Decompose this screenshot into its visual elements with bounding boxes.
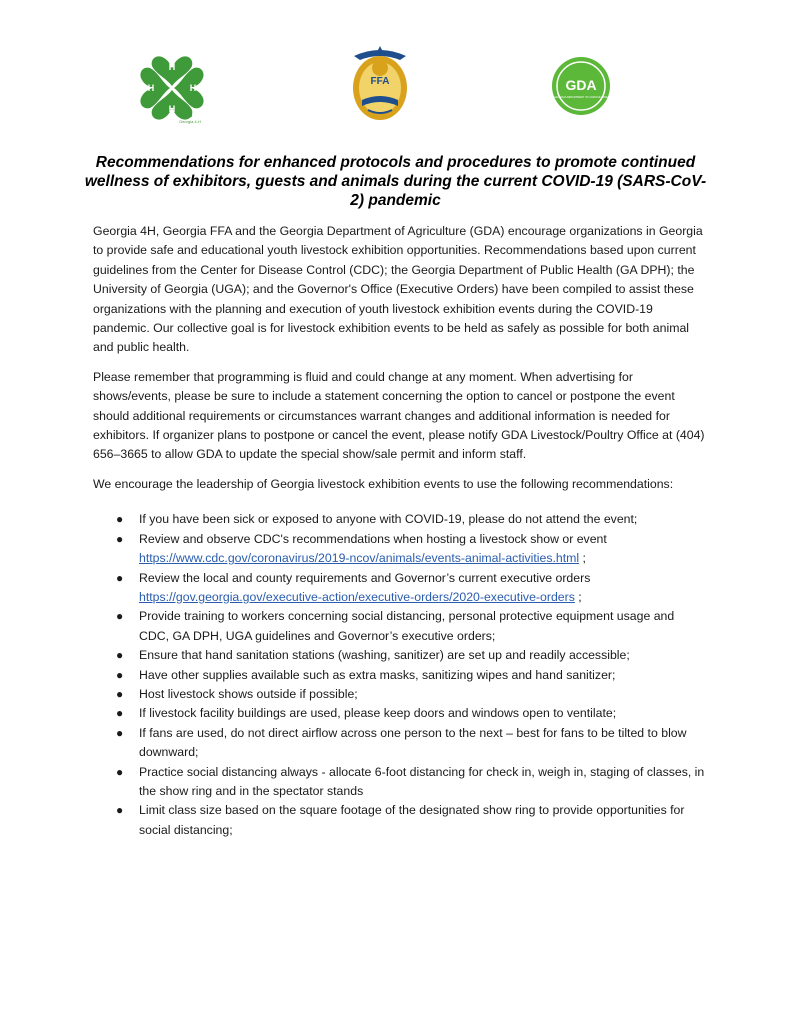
list-item: ● Review and observe CDC's recommendations when hosting a livestock show or event https://www.cdc.gov/coronavirus/2019-ncov/animals/events-animal-activities.html ; [116,531,607,566]
list-item: ● Practice social distancing always - allocate 6-foot distancing for check in, weigh in, staging of classes, in the show ring and in the spectator stands [116,764,705,798]
executive-orders-link[interactable]: https://gov.georgia.gov/executive-action/executive-orders/2020-executive-orders [139,589,575,604]
document-title: Recommendations for enhanced protocols and procedures to promote continued wellness of exhibitors, guests and animals during the current COVID-19 (SARS-CoV-2) pandemic [84,154,707,209]
list-item: ● Ensure that hand sanitation stations (washing, sanitizer) are set up and readily accessible; [93,646,705,665]
ffa-text: FFA [370,76,390,87]
encourage-paragraph: We encourage the leadership of Georgia livestock exhibition events to use the following recommendations: [93,476,674,491]
list-item: ● Limit class size based on the square footage of the designated show ring to provide opportunities for social distancing; [116,803,685,837]
document-body [93,222,705,840]
svg-text:H: H [168,62,176,72]
list-item: ● If fans are used, do not direct airflow across one person to the next – best for fans to be tilted to blow downward; [116,725,687,760]
intro-paragraph: Georgia 4H, Georgia FFA and the Georgia Department of Agriculture (GDA) encourage organizations in Georgia to provide safe and educational youth livestock exhibition opportunities. Recommendations based upon current guidelines from the Center for Disease Control (CDC); the Georgia Department of Public Health (GA DPH); the University of Georgia (UGA); and the Governor's Office (Executive Orders) have been compiled to assist these organizations with the planning and execution of youth livestock exhibition events during the COVID-19 pandemic. Our collective goal is for livestock exhibition events to be held as safely as possible for both animal and public health. [93,224,703,355]
four-h-caption: Georgia 4-H [179,119,201,124]
svg-text:H: H [168,104,176,114]
bullet-icon: ● [116,648,124,663]
programming-paragraph: Please remember that programming is fluid and could change at any moment. When advertising for shows/events, please be sure to include a statement concerning the option to cancel or postpone the event should additional requirements or circumstances warrant changes and additional information is needed for exhibitors. If organizer plans to postpone or cancel the event, please notify GDA Livestock/Poultry Office at (404) 656–3665 to allow GDA to update the special show/sale permit and inform staff. [93,369,705,462]
logo-bar [0,40,791,130]
svg-text:H: H [147,83,155,93]
recommendations-list [93,510,705,840]
bullet-icon: ● [116,686,124,701]
list-item: ● Host livestock shows outside if possible; [93,685,705,704]
bullet-icon: ● [116,570,124,585]
list-item: ● Provide training to workers concerning social distancing, personal protective equipment usage and CDC, GA DPH, UGA guidelines and Governor’s executive orders; [116,609,675,643]
ffa-emblem-logo [350,42,410,122]
bullet-icon: ● [116,609,124,624]
bullet-icon: ● [116,803,124,818]
four-h-clover-logo [136,52,208,124]
bullet-icon: ● [116,764,124,779]
gda-subtext: GEORGIA DEPARTMENT OF AGRICULTURE [554,96,608,99]
cdc-link[interactable]: https://www.cdc.gov/coronavirus/2019-ncov/animals/events-animal-activities.html [139,551,580,566]
gda-text: GDA [565,77,597,93]
list-item: ● If you have been sick or exposed to anyone with COVID-19, please do not attend the event; [93,510,705,529]
list-item: ● Review the local and county requirements and Governor’s current executive orders https://gov.georgia.gov/executive-action/executive-orders/2020-executive-orders ; [116,570,591,604]
bullet-icon: ● [116,531,124,546]
bullet-icon: ● [116,725,124,740]
list-item: ● If livestock facility buildings are used, please keep doors and windows open to ventilate; [93,704,705,723]
bullet-icon: ● [116,512,124,527]
list-item: ● Have other supplies available such as extra masks, sanitizing wipes and hand sanitizer; [93,666,705,685]
gda-logo [551,56,611,116]
svg-text:H: H [189,83,197,93]
bullet-icon: ● [116,706,124,721]
bullet-icon: ● [116,667,124,682]
